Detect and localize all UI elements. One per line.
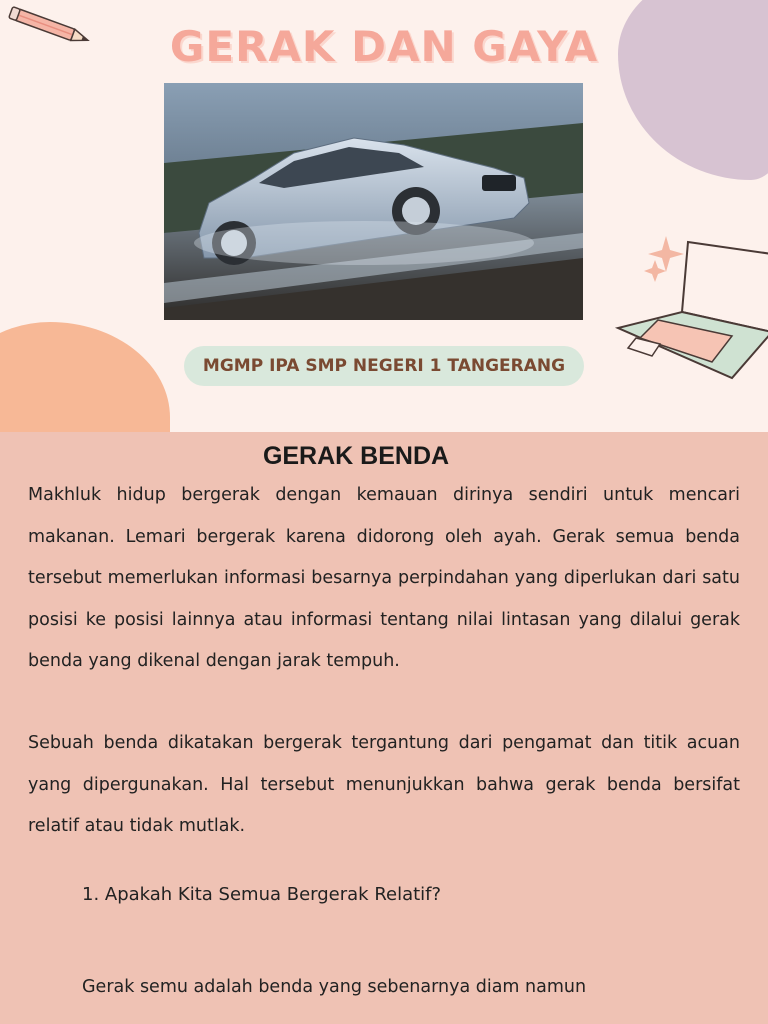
section-heading: GERAK BENDA — [262, 442, 450, 470]
content-section — [0, 432, 768, 1024]
subtitle-pill — [184, 346, 584, 386]
car-on-wet-track-photo — [164, 83, 583, 320]
paragraph-3: Gerak semu adalah benda yang sebenarnya diam namun — [82, 977, 587, 997]
decorative-blob-orange — [0, 322, 170, 432]
subtitle: MGMP IPA SMP NEGERI 1 TANGERANG — [202, 356, 566, 376]
page-title: GERAK DAN GAYA — [169, 22, 599, 71]
paragraph-2: Sebuah benda dikatakan bergerak tergantung dari pengamat dan titik acuan yang dipergunakan. Hal tersebut menunjukkan bahwa gerak benda bersifat relatif atau tidak mutlak. — [28, 733, 740, 836]
laptop-icon — [612, 228, 768, 388]
paragraph-1: Makhluk hidup bergerak dengan kemauan dirinya sendiri untuk mencari makanan. Lemari bergerak karena didorong oleh ayah. Gerak semua benda tersebut memerlukan informasi besarnya perpindahan yang diperlukan dari satu posisi ke posisi lainnya atau informasi tentang nilai lintasan yang dilalui gerak benda yang dikenal dengan jarak tempuh. — [28, 485, 740, 671]
cover-section — [0, 0, 768, 432]
question-1: 1. Apakah Kita Semua Bergerak Relatif? — [82, 884, 442, 905]
